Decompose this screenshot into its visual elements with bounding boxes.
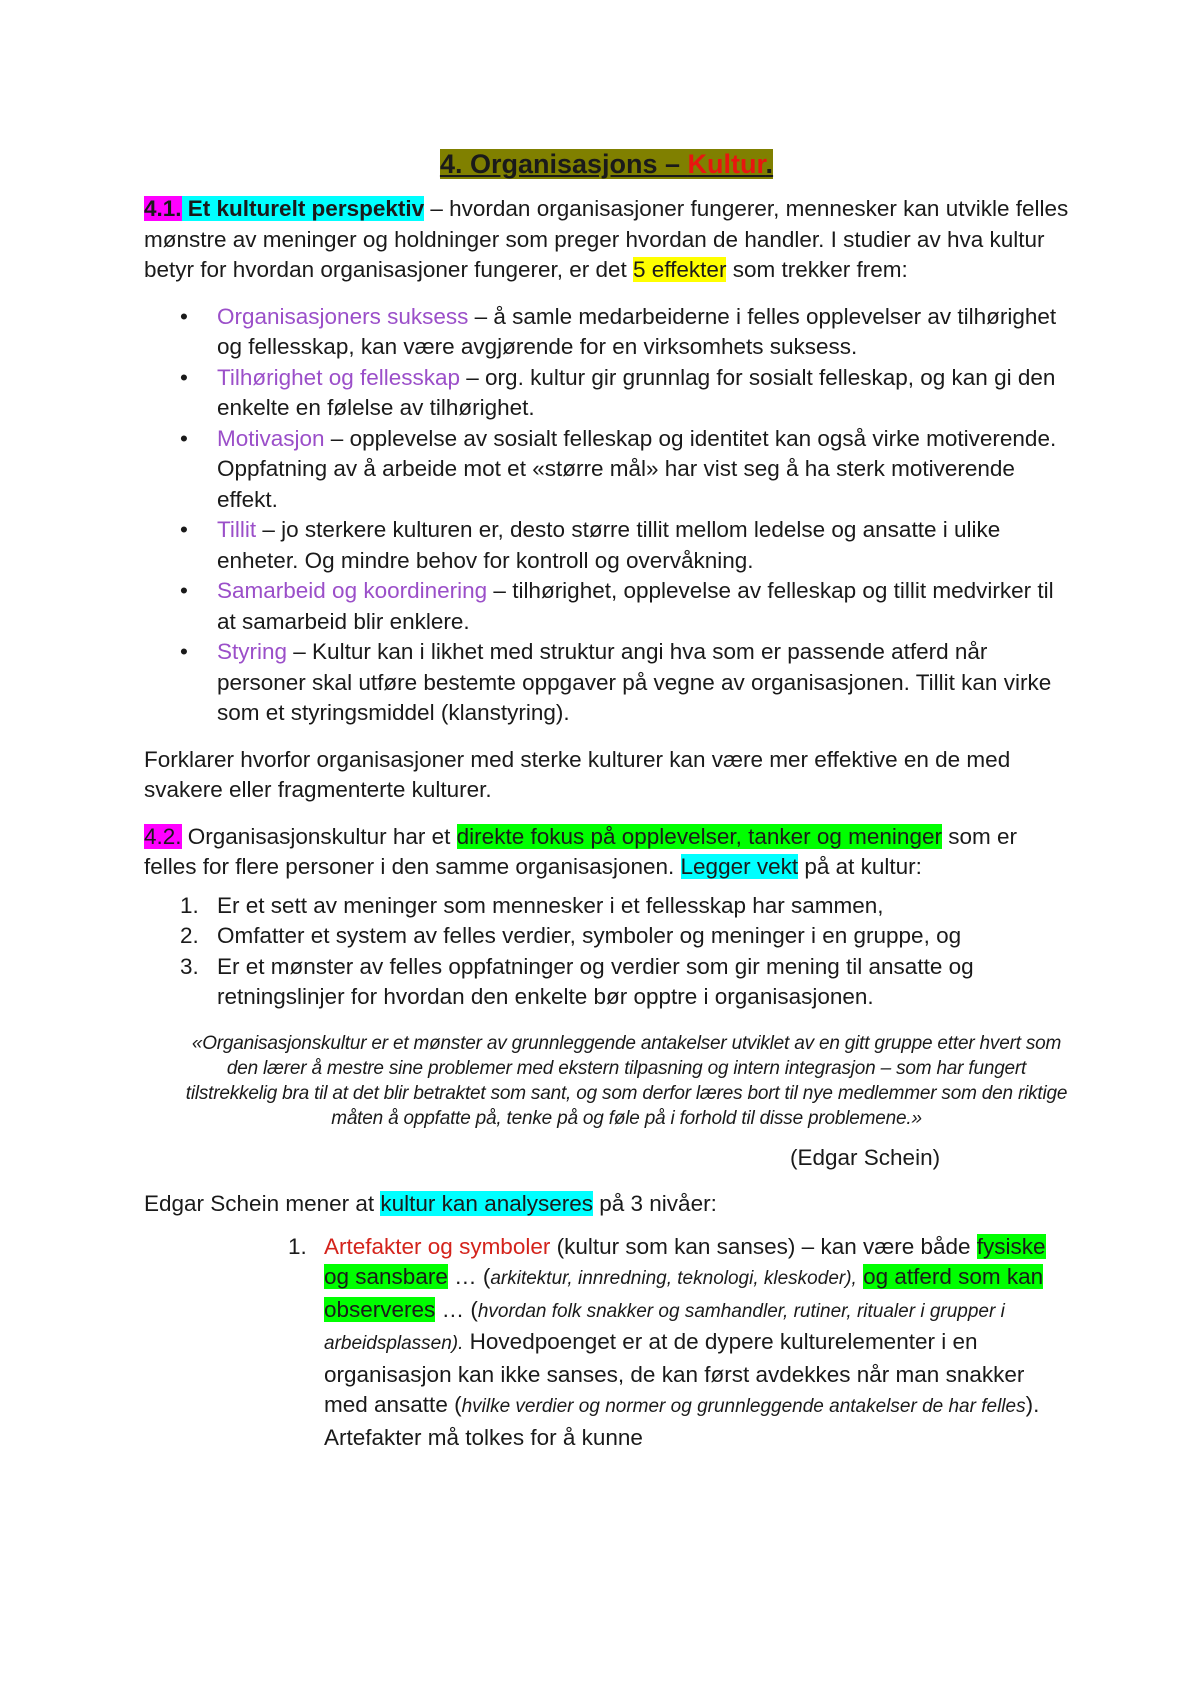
level-example: hvordan folk snakker og samhandler, rutiner, ritualer i grupper i arbeidsplassen).: [324, 1300, 1005, 1354]
levels-list: [144, 1232, 1069, 1454]
highlight-green: fysiske og sansbare: [324, 1233, 1046, 1289]
list-item-text: Er et sett av meninger som mennesker i et fellesskap har sammen,: [217, 892, 884, 918]
list-item-text: – tilhørighet, opplevelse av felleskap og tillit medvirker til at samarbeid blir enklere.: [217, 578, 1054, 634]
section-text: på at kultur:: [798, 854, 922, 879]
list-item-term: Organisasjoners suksess: [217, 303, 469, 329]
highlight-green: direkte fokus på opplevelser, tanker og meninger: [456, 823, 942, 849]
level-example: hvilke verdier og normer og grunnleggende antakelser de har felles: [461, 1396, 1026, 1417]
conclusion-paragraph: Forklarer hvorfor organisasjoner med sterke kulturer kan være mer effektive en de med svakere eller fragmenterte kulturer.: [144, 746, 1011, 802]
section-4-2-intro: [144, 822, 1069, 883]
list-number: 1.: [180, 892, 199, 918]
title-text: 4. Organisasjons –: [439, 149, 688, 179]
effects-list: [144, 302, 1069, 729]
list-item-text: – å samle medarbeiderne i felles opplevelser av tilhørighet og fellesskap, kan være avgjørende for en virksomhets suksess.: [217, 303, 1057, 359]
section-4-1-intro: [144, 194, 1069, 286]
section-number: 4.2.: [144, 823, 182, 849]
list-number: 3.: [180, 953, 199, 979]
section-heading: [182, 196, 425, 221]
title-dot: .: [765, 149, 774, 179]
list-item: [144, 637, 1069, 729]
schein-levels-intro: [144, 1189, 1069, 1220]
section-number: 4.1.: [144, 196, 182, 221]
level-text: ). Artefakter må tolkes for å kunne: [324, 1392, 1040, 1450]
list-number: 1.: [288, 1233, 307, 1259]
level-text: Hovedpoenget er at de dypere kulturelementer i en organisasjon kan ikke sanses, de kan først avdekkes når man snakker med ansatte (: [324, 1329, 1025, 1417]
bullet-icon: •: [180, 578, 188, 603]
title-kultur: Kultur: [687, 149, 766, 179]
level-term: Artefakter og symboler: [324, 1233, 551, 1259]
highlight-cyan: Legger vekt: [680, 854, 799, 879]
level-text: (kultur som kan sanses) – kan være både: [550, 1233, 977, 1259]
list-item-text: Omfatter et system av felles verdier, symboler og meninger i en gruppe, og: [217, 923, 962, 948]
list-item-text: – opplevelse av sosialt felleskap og identitet kan også virke motiverende. Oppfatning av å arbeide mot et «større mål» har vist seg å ha sterk motiverende effekt.: [217, 425, 1057, 512]
section-heading-text: Et kulturelt perspektiv: [187, 196, 425, 221]
level-example: arkitektur, innredning, teknologi, kleskoder),: [490, 1268, 857, 1289]
list-item-term: Styring: [217, 639, 288, 664]
bullet-icon: •: [180, 639, 188, 664]
list-item-text: Er et mønster av felles oppfatninger og verdier som gir mening til ansatte og retningslinjer for hvordan den enkelte bør opptre i organisasjonen.: [217, 953, 974, 1009]
bullet-icon: •: [180, 425, 188, 451]
schein-text: Edgar Schein mener at: [144, 1191, 381, 1216]
intro-highlight: 5 effekter: [633, 257, 727, 282]
section-text: Organisasjonskultur har et: [181, 823, 457, 849]
level-text: … (: [447, 1264, 491, 1289]
section-text: som er felles for flere personer i den samme organisasjonen.: [144, 823, 1017, 879]
highlight-green: og atferd som kan observeres: [324, 1264, 1044, 1322]
bullet-icon: •: [180, 303, 188, 329]
list-item: [144, 952, 1069, 1013]
page-title: [144, 146, 1069, 182]
list-item: [144, 363, 1069, 424]
list-item-text: – Kultur kan i likhet med struktur angi hva som er passende atferd når personer skal utføre bestemte oppgaver på vegne av organisasjonen. Tillit kan virke som et styringsmiddel (klanstyring).: [217, 639, 1052, 725]
schein-quote: «Organisasjonskultur er et mønster av grunnleggende antakelser utviklet av en gitt gruppe etter hvert som den lærer å mestre sine problemer med ekstern tilpasning og intern integrasjon – som har fungert tilstrekkelig bra til at det blir betraktet som sant, og som derfor læres bort til nye medlemmer som den riktige måten å oppfatte på, tenke på og føle på i forhold til disse problemene.»: [185, 1032, 1068, 1129]
list-item-text: – org. kultur gir grunnlag for sosialt felleskap, og kan gi den enkelte en følelse av tilhørighet.: [217, 364, 1056, 420]
title-highlight: [440, 149, 773, 179]
level-text: … (: [435, 1296, 478, 1322]
list-item-term: Tillit: [217, 517, 257, 542]
list-item: [144, 1232, 1069, 1454]
highlight-cyan: kultur kan analyseres: [380, 1191, 593, 1216]
culture-list: [144, 891, 1069, 1013]
list-number: 2.: [180, 923, 199, 948]
intro-text-end: som trekker frem:: [726, 257, 908, 282]
list-item: [144, 302, 1069, 363]
list-item: [144, 424, 1069, 516]
list-item-term: Motivasjon: [217, 425, 325, 451]
list-item: [144, 891, 1069, 922]
bullet-icon: •: [180, 364, 188, 390]
page-content: [144, 146, 1069, 1453]
list-item-term: Tilhørighet og fellesskap: [217, 364, 461, 390]
bullet-icon: •: [180, 517, 188, 542]
list-item-term: Samarbeid og koordinering: [217, 578, 488, 603]
list-item: [144, 515, 1069, 576]
list-item-text: – jo sterkere kulturen er, desto større tillit mellom ledelse og ansatte i ulike enheter. Og mindre behov for kontroll og overvåkning.: [217, 517, 1001, 573]
schein-text-end: på 3 nivåer:: [593, 1191, 717, 1216]
intro-text: – hvordan organisasjoner fungerer, mennesker kan utvikle felles mønstre av meninger og holdninger som preger hvordan de handler. I studier av hva kultur betyr for hvordan organisasjoner fungerer, er det: [144, 196, 1069, 282]
list-item: [144, 576, 1069, 637]
list-item: [144, 921, 1069, 952]
quote-attribution: (Edgar Schein): [790, 1144, 941, 1170]
